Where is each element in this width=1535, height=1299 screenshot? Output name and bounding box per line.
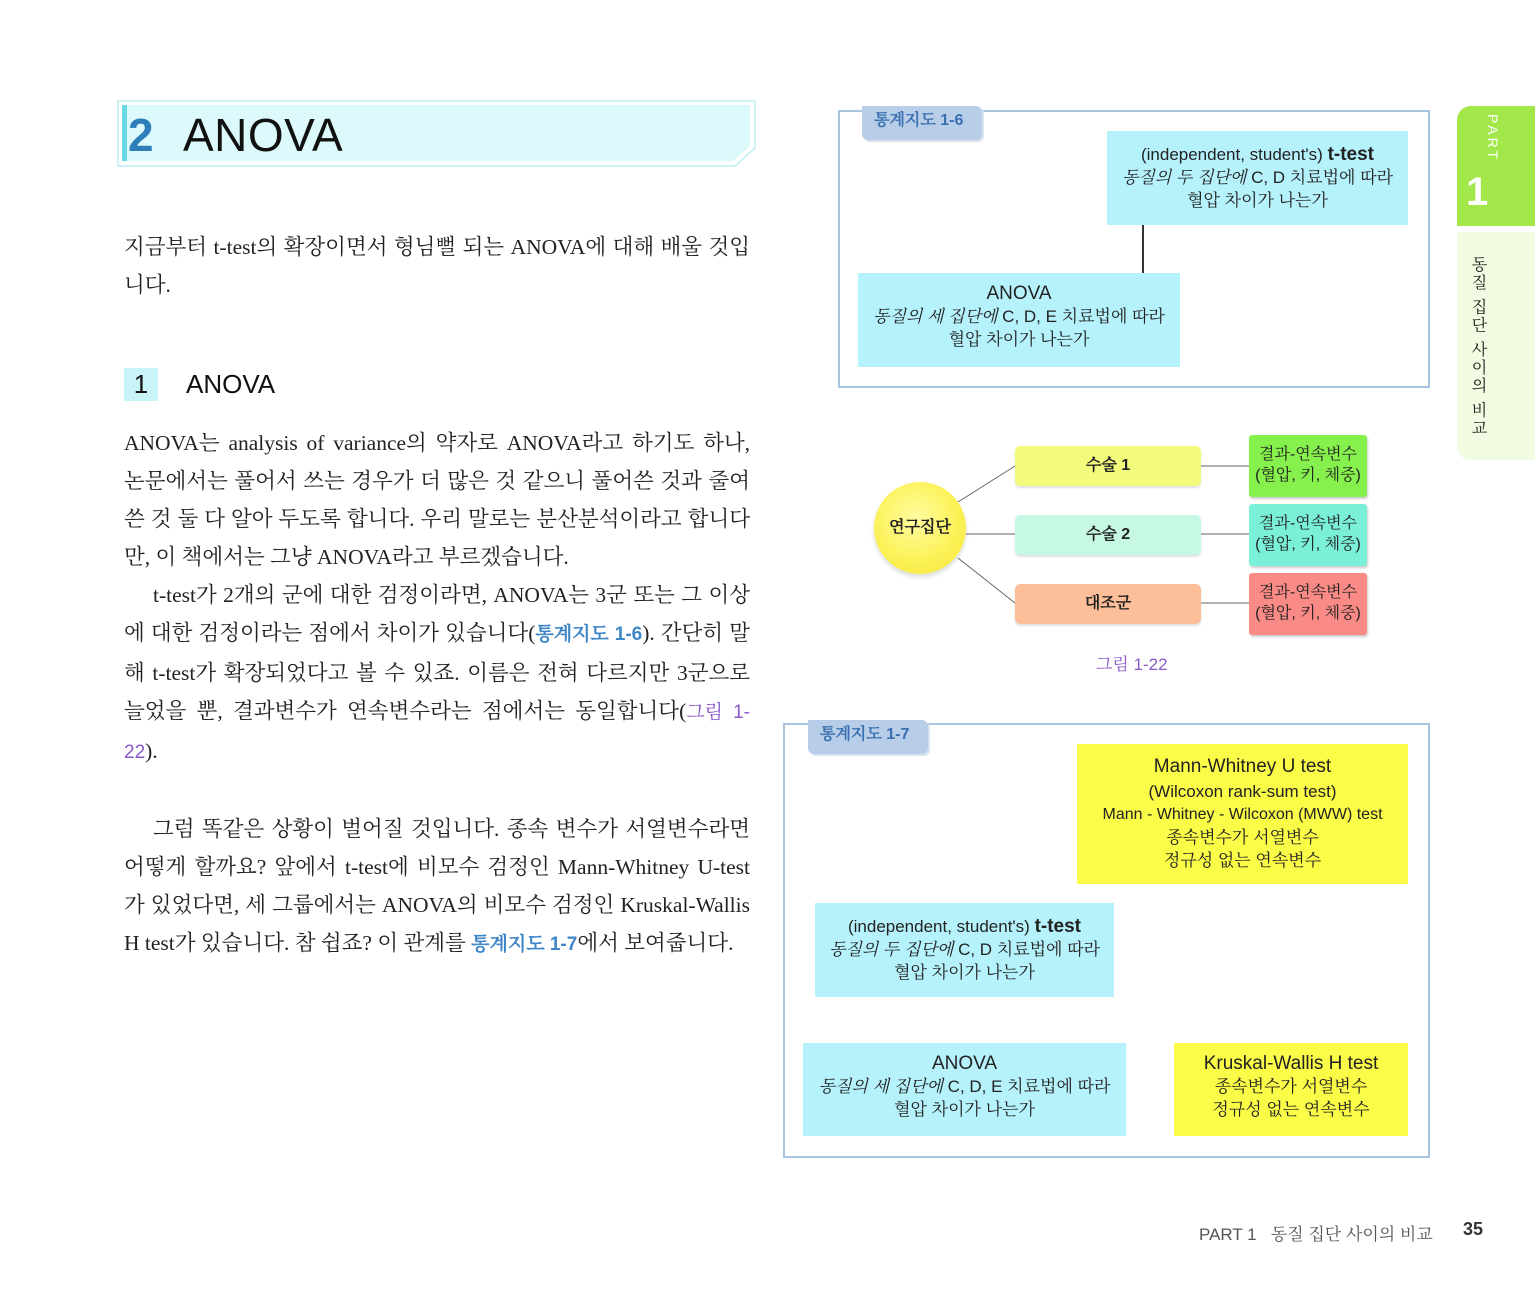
anova-box: ANOVA 동질의 세 집단에 C, D, E 치료법에 따라 혈압 차이가 나는가 xyxy=(803,1043,1126,1136)
map-tab-label: 통계지도 1-7 xyxy=(808,720,928,754)
result-box-2: 결과-연속변수 (혈압, 키, 체중) xyxy=(1249,504,1367,566)
group-surgery-1: 수술 1 xyxy=(1015,446,1201,486)
paragraph-2: t-test가 2개의 군에 대한 검정이라면, ANOVA는 3군 또는 그 이상에 대한 검정이라는 점에서 차이가 있습니다(통계지도 1-6). 간단히 말해 t-test가 확장되었다고 볼 수 있죠. 이름은 전혀 다르지만 3군으로 늘었을 뿐, 결과변수가 연속변수라는 점에서는 동일합니다(그림 1-22). xyxy=(124,583,750,763)
research-group-node: 연구집단 xyxy=(874,482,966,574)
result-box-3: 결과-연속변수 (혈압, 키, 체중) xyxy=(1249,573,1367,635)
ttest-box: (independent, student's) t-test 동질의 두 집단에 C, D 치료법에 따라 혈압 차이가 나는가 xyxy=(1107,131,1408,225)
figure-reference-link[interactable]: 그림 1-22 xyxy=(124,702,750,763)
ttest-box: (independent, student's) t-test 동질의 두 집단에 C, D 치료법에 따라 혈압 차이가 나는가 xyxy=(815,903,1114,997)
chapter-title: 동질 집단 사이의 비교 xyxy=(1469,256,1486,438)
subsection-number: 1 xyxy=(124,368,158,401)
intro-text: 지금부터 t-test의 확장이면서 형님뻘 되는 ANOVA에 대해 배울 것입니다. xyxy=(124,235,750,297)
paragraph-1: ANOVA는 analysis of variance의 약자로 ANOVA라고 하기도 하나, 논문에서는 풀어서 쓰는 경우가 더 많은 것 같으니 풀어쓴 것과 줄여 쓴 것 둘 다 알아 두도록 합니다. 우리 말로는 분산분석이라고 합니다만, 이 책에서는 그냥 ANOVA라고 부르겠습니다. xyxy=(124,431,750,569)
subsection-title: ANOVA xyxy=(186,369,276,399)
group-surgery-2: 수술 2 xyxy=(1015,515,1201,555)
anova-box: ANOVA 동질의 세 집단에 C, D, E 치료법에 따라 혈압 차이가 나는가 xyxy=(858,273,1180,367)
section-title: ANOVA xyxy=(183,109,344,161)
part-label: PART xyxy=(1485,114,1501,163)
figure-caption: 그림 1-22 xyxy=(1096,655,1168,674)
paragraph-3: 그럼 똑같은 상황이 벌어질 것입니다. 종속 변수가 서열변수라면 어떻게 할까요? 앞에서 t-test에 비모수 검정인 Mann-Whitney U-test가 있었다면, 세 그룹에서는 ANOVA의 비모수 검정인 Kruskal-Wallis H test가 있습니다. 참 쉽죠? 이 관계를 통계지도 1-7에서 보여줍니다. xyxy=(124,817,750,955)
map-tab-label: 통계지도 1-6 xyxy=(862,106,982,140)
page-number: 35 xyxy=(1463,1219,1484,1239)
group-control: 대조군 xyxy=(1015,584,1201,624)
kruskal-wallis-box: Kruskal-Wallis H test 종속변수가 서열변수 정규성 없는 연속변수 xyxy=(1174,1043,1408,1136)
section-number: 2 xyxy=(128,109,154,161)
result-box-1: 결과-연속변수 (혈압, 키, 체중) xyxy=(1249,435,1367,497)
part-number: 1 xyxy=(1466,170,1489,214)
mann-whitney-box: Mann-Whitney U test (Wilcoxon rank-sum test) Mann - Whitney - Wilcoxon (MWW) test 종속변수가 서열변수 정규성 없는 연속변수 xyxy=(1077,744,1408,884)
running-footer: PART 1 동질 집단 사이의 비교 xyxy=(1199,1225,1433,1244)
map-reference-link[interactable]: 통계지도 1-7 xyxy=(471,934,578,955)
map-reference-link[interactable]: 통계지도 1-6 xyxy=(535,624,643,645)
